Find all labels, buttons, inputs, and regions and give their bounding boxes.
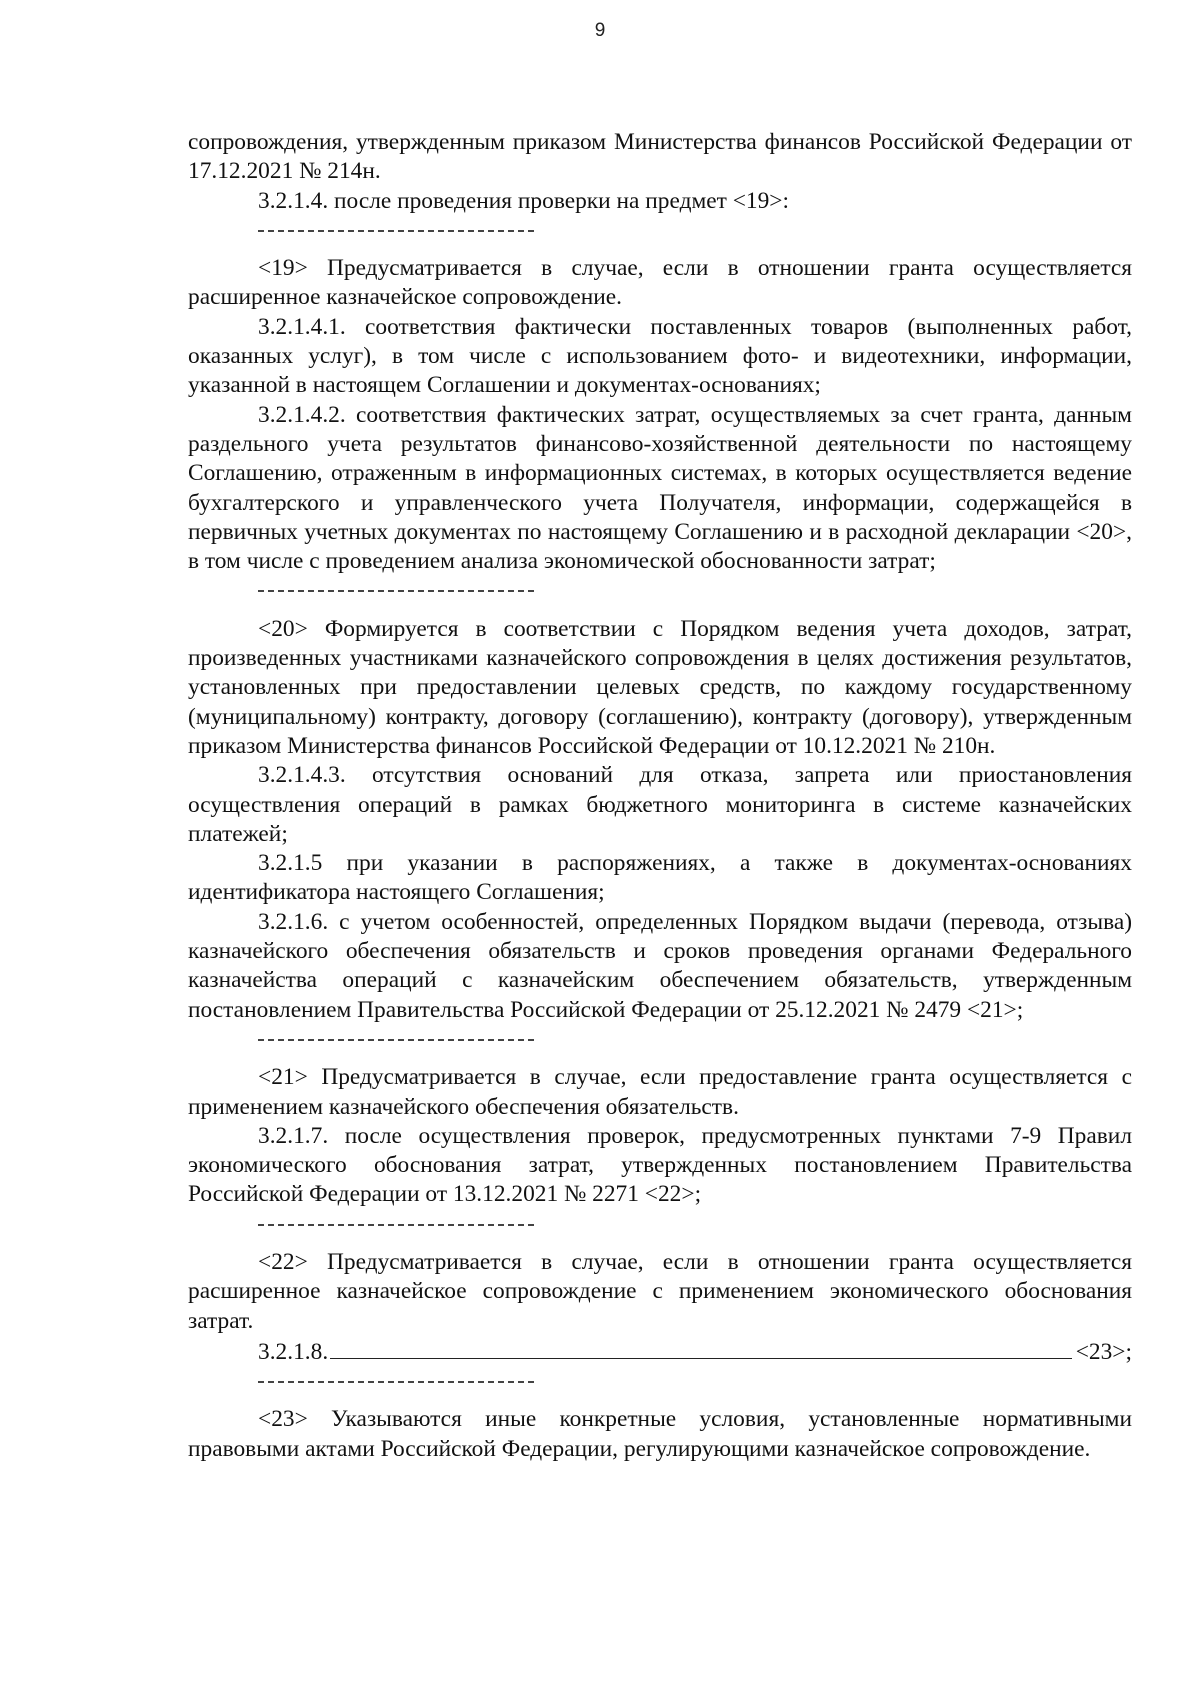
fill-underline xyxy=(330,1336,1072,1359)
footnote-separator xyxy=(258,216,534,245)
page-number: 9 xyxy=(594,20,606,41)
footnote-separator xyxy=(258,1025,534,1054)
paragraph: 3.2.1.5 при указании в распоряжениях, а также в документах-основаниях идентификатора настоящего Соглашения; xyxy=(188,850,1132,906)
footnote-separator xyxy=(258,576,534,605)
paragraph: 3.2.1.7. после осуществления проверок, предусмотренных пунктами 7-9 Правил экономического обоснования затрат, утвержденных постановлением Правительства Российской Федерации от 13.12.2021 № 2271 <22>; xyxy=(188,1122,1132,1208)
paragraph: сопровождения, утвержденным приказом Министерства финансов Российской Федерации от 17.12.2021 № 214н. xyxy=(188,129,1132,185)
paragraph: 3.2.1.6. с учетом особенностей, определенных Порядком выдачи (перевода, отзыва) казначейского обеспечения обязательств и сроков проведения органами Федерального казначейства операций с казначейским обеспечением обязательств, утвержденным постановлением Правительства Российской Федерации от 25.12.2021 № 2479 <21>; xyxy=(188,908,1132,1023)
paragraph: 3.2.1.4.3. отсутствия оснований для отказа, запрета или приостановления осуществления операций в рамках бюджетного мониторинга в системе казначейских платежей; xyxy=(188,762,1132,847)
footnote: <22> Предусматривается в случае, если в отношении гранта осуществляется расширенное казначейское сопровождение с применением экономического обоснования затрат. xyxy=(188,1248,1132,1334)
blank-fill-line xyxy=(188,1336,1132,1367)
footnote-reference: <23>; xyxy=(1075,1338,1132,1365)
footnote: <23> Указываются иные конкретные условия, установленные нормативными правовыми актами Российской Федерации, регулирующими казначейское сопровождение. xyxy=(188,1406,1132,1462)
document-body xyxy=(188,128,1132,1464)
footnote: <21> Предусматривается в случае, если предоставление гранта осуществляется с применением казначейского обеспечения обязательств. xyxy=(188,1064,1132,1120)
item-number: 3.2.1.8. xyxy=(258,1338,329,1365)
paragraph: 3.2.1.4.1. соответствия фактически поставленных товаров (выполненных работ, оказанных услуг), в том числе с использованием фото- и видеотехники, информации, указанной в настоящем Соглашении и документах-основаниях; xyxy=(188,313,1132,399)
footnote-separator xyxy=(258,1210,534,1239)
paragraph: 3.2.1.4. после проведения проверки на предмет <19>: xyxy=(258,187,789,214)
footnote: <19> Предусматривается в случае, если в отношении гранта осуществляется расширенное казначейское сопровождение. xyxy=(188,255,1132,311)
footnote-separator xyxy=(258,1367,534,1396)
footnote: <20> Формируется в соответствии с Порядком ведения учета доходов, затрат, произведенных участниками казначейского сопровождения в целях достижения результатов, установленных при предоставлении целевых средств, по каждому государственному (муниципальному) контракту, договору (соглашению), контракту (договору), утвержденным приказом Министерства финансов Российской Федерации от 10.12.2021 № 210н. xyxy=(188,615,1132,759)
paragraph: 3.2.1.4.2. соответствия фактических затрат, осуществляемых за счет гранта, данным раздельного учета результатов финансово-хозяйственной деятельности по настоящему Соглашению, отраженным в информационных системах, в которых осуществляется ведение бухгалтерского и управленческого учета Получателя, информации, содержащейся в первичных учетных документах по настоящему Соглашению и в расходной декларации <20>, в том числе с проведением анализа экономической обоснованности затрат; xyxy=(188,401,1132,575)
